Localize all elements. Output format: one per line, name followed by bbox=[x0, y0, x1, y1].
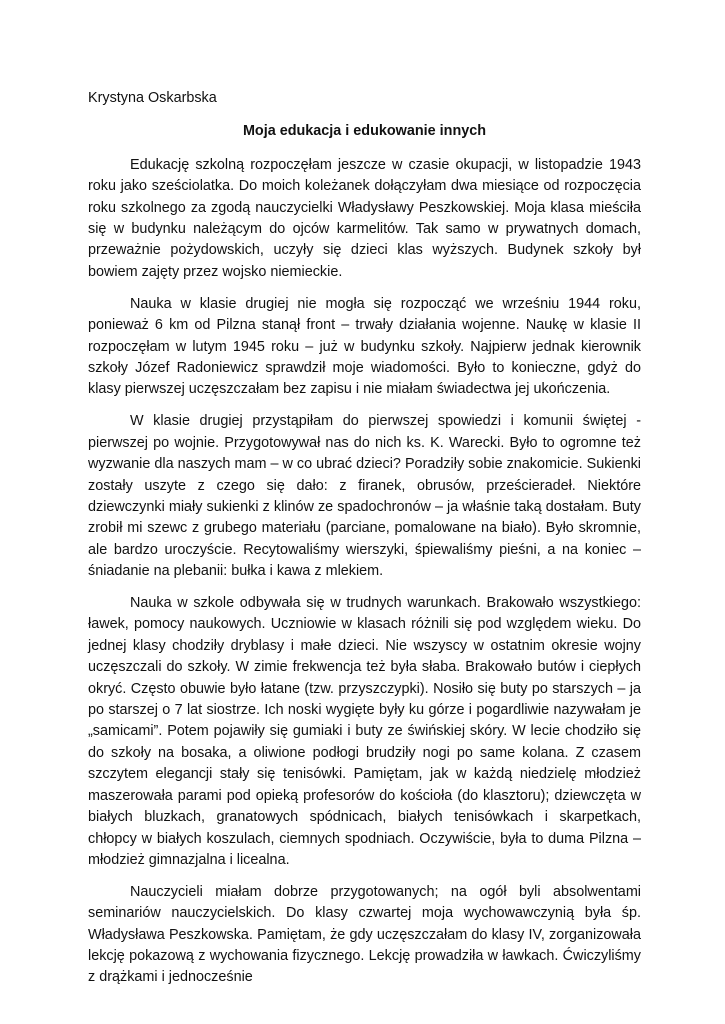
document-title: Moja edukacja i edukowanie innych bbox=[242, 123, 487, 140]
paragraph-2: Nauka w klasie drugiej nie mogła się rozpocząć we wrześniu 1944 roku, ponieważ 6 km od Pilzna stanął front – trwały działania wojenne. Naukę w klasie II rozpoczęłam w lutym 1945 roku – już w budynku szkoły. Najpierw jednak kierownik szkoły Józef Radoniewicz sprawdził moje wiadomości. Było to konieczne, gdyż do klasy pierwszej uczęszczałam bez zapisu i nie miałam świadectwa jej ukończenia. bbox=[88, 295, 641, 398]
paragraph-5: Nauczycieli miałam dobrze przygotowanych; na ogół byli absolwentami seminariów nauczycielskich. Do klasy czwartej moja wychowawczynią była śp. Władysława Peszkowska. Pamiętam, że gdy uczęszczałam do klasy IV, zorganizowała lekcję pokazową z wychowania fizycznego. Lekcję prowadziła w ławkach. Ćwiczyliśmy z drążkami i jednocześnie bbox=[88, 883, 641, 986]
paragraph-3: W klasie drugiej przystąpiłam do pierwszej spowiedzi i komunii świętej - pierwszej po wojnie. Przygotowywał nas do nich ks. K. Warecki. Było to ogromne też wyzwanie dla naszych mam – w co ubrać dzieci? Poradziły sobie znakomicie. Sukienki zostały uszyte z czego się dało: z firanek, obrusów, prześcieradeł. Niektóre dziewczynki miały sukienki z klinów ze spadochronów – ja właśnie taką dostałam. Buty zrobił mi szewc z grubego materiału (parciane, pomalowane na biało). Było skromnie, ale bardzo uroczyście. Recytowaliśmy wierszyki, śpiewaliśmy pieśni, a na koniec – śniadanie na plebanii: bułka i kawa z mlekiem. bbox=[88, 413, 641, 580]
paragraph-1: Edukację szkolną rozpoczęłam jeszcze w czasie okupacji, w listopadzie 1943 roku jako sześciolatka. Do moich koleżanek dołączyłam dwa miesiące od rozpoczęcia roku szkolnego za zgodą nauczycielki Władysławy Peszkowskiej. Moja klasa mieściła się w budynku należącym do ojców karmelitów. Tak samo w prywatnych domach, przeważnie pożydowskich, uczyły się dzieci klas wyższych. Budynek szkoły był bowiem zajęty przez wojsko niemieckie. bbox=[88, 156, 641, 280]
author-name: Krystyna Oskarbska bbox=[88, 90, 217, 106]
document-page bbox=[88, 88, 641, 999]
paragraph-4: Nauka w szkole odbywała się w trudnych warunkach. Brakowało wszystkiego: ławek, pomocy naukowych. Uczniowie w klasach różnili się pod względem wieku. Do jednej klasy chodziły dryblasy i małe dzieci. Nie wszyscy w ostatnim okresie wojny uczęszczali do szkoły. W zimie frekwencja też była słaba. Brakowało butów i ciepłych okryć. Często obuwie było łatane (tzw. przyszczypki). Nosiło się buty po starszych – ja po starszej o 7 lat siostrze. Ich noski wygięte były ku górze i pogardliwie nazywałam je „samicami”. Potem pojawiły się gumiaki i buty ze świńskiej skóry. W lecie chodziło się do szkoły na bosaka, a oliwione podłogi brudziły nogi po same kolana. Z czasem szczytem elegancji stały się tenisówki. Pamiętam, jak w każdą niedzielę młodzież maszerowała parami pod opieką profesorów do kościoła (do klasztoru); dziewczęta w białych bluzkach, granatowych spódnicach, białych tenisówkach i skarpetkach, chłopcy w białych koszulach, ciemnych spodniach. Oczywiście, była to duma Pilzna – młodzież gimnazjalna i licealna. bbox=[88, 595, 641, 868]
